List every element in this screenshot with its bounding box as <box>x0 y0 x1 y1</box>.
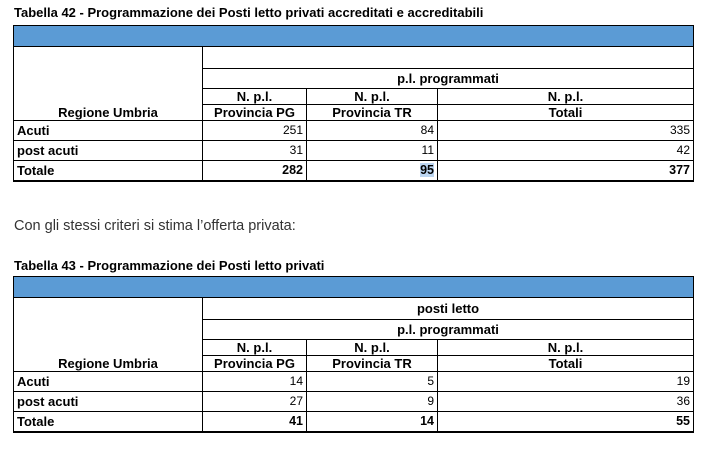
cell-totali: 42 <box>438 141 694 161</box>
cell-provincia-pg: 251 <box>203 121 307 141</box>
row-label: post acuti <box>14 392 203 412</box>
body-paragraph: Con gli stessi criteri si stima l’offerta privata: <box>14 218 296 234</box>
column-header-line1: N. p.l. <box>307 89 438 105</box>
table-total-row <box>14 161 694 181</box>
top-header: posti letto <box>203 298 694 320</box>
cell-provincia-pg: 31 <box>203 141 307 161</box>
table-42-caption: Tabella 42 - Programmazione dei Posti letto privati accreditati e accreditabili <box>14 5 484 20</box>
total-label: Totale <box>14 412 203 432</box>
column-header-line2: Provincia TR <box>307 356 438 372</box>
total-provincia-tr: 14 <box>307 412 438 432</box>
cell-provincia-pg: 14 <box>203 372 307 392</box>
table-row <box>14 372 694 392</box>
table-header-row <box>14 298 694 320</box>
column-header-line1: N. p.l. <box>307 340 438 356</box>
table-header-row <box>14 47 694 69</box>
total-totali: 377 <box>438 161 694 181</box>
table-row <box>14 392 694 412</box>
region-header: Regione Umbria <box>14 298 203 372</box>
blue-header-band <box>14 277 694 298</box>
column-header-line2: Totali <box>438 356 694 372</box>
group-header: p.l. programmati <box>203 69 694 89</box>
cell-totali: 36 <box>438 392 694 412</box>
group-header: p.l. programmati <box>203 320 694 340</box>
row-label: Acuti <box>14 372 203 392</box>
table-43 <box>13 276 694 433</box>
table-42 <box>13 25 694 182</box>
column-header-line1: N. p.l. <box>203 340 307 356</box>
region-header: Regione Umbria <box>14 47 203 121</box>
cell-provincia-pg: 27 <box>203 392 307 412</box>
column-header-line2: Provincia PG <box>203 105 307 121</box>
cell-totali: 335 <box>438 121 694 141</box>
cell-provincia-tr: 84 <box>307 121 438 141</box>
empty-header-cell <box>203 47 694 69</box>
highlighted-value: 95 <box>420 162 434 177</box>
row-label: post acuti <box>14 141 203 161</box>
cell-provincia-tr: 5 <box>307 372 438 392</box>
column-header-line2: Totali <box>438 105 694 121</box>
cell-provincia-tr: 9 <box>307 392 438 412</box>
cell-provincia-tr: 11 <box>307 141 438 161</box>
table-header-band <box>14 277 694 298</box>
total-label: Totale <box>14 161 203 181</box>
table-43-caption: Tabella 43 - Programmazione dei Posti letto privati <box>14 258 325 273</box>
table-row <box>14 121 694 141</box>
column-header-line1: N. p.l. <box>438 89 694 105</box>
blue-header-band <box>14 26 694 47</box>
total-provincia-tr <box>307 161 438 181</box>
column-header-line2: Provincia TR <box>307 105 438 121</box>
column-header-line1: N. p.l. <box>438 340 694 356</box>
table-row <box>14 141 694 161</box>
cell-totali: 19 <box>438 372 694 392</box>
row-label: Acuti <box>14 121 203 141</box>
total-provincia-pg: 282 <box>203 161 307 181</box>
total-totali: 55 <box>438 412 694 432</box>
table-header-band <box>14 26 694 47</box>
total-provincia-pg: 41 <box>203 412 307 432</box>
column-header-line2: Provincia PG <box>203 356 307 372</box>
table-total-row <box>14 412 694 432</box>
column-header-line1: N. p.l. <box>203 89 307 105</box>
